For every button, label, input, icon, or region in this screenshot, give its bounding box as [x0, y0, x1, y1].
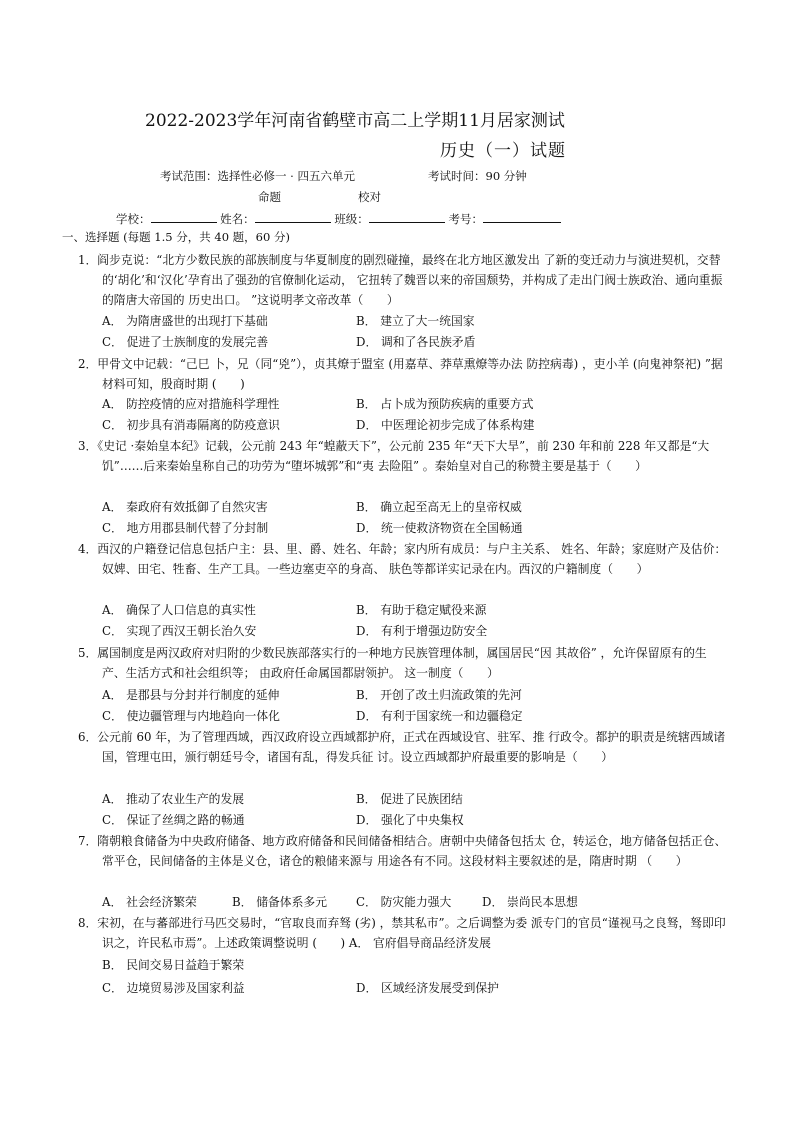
- question-3-stem: 3．《史记 ·秦始皇本纪》记载，公元前 243 年“蝗蔽天下”，公元前 235 年“天下大旱”，前 230 年和前 228 年又都是“大饥”……后来秦始皇称自己的功劳为“堕坏城郭”和“夷 去险阻” 。秦始皇对自己的称赞主要是基于（ ）: [78, 439, 710, 473]
- option[interactable]: A． 是郡县与分封并行制度的延伸: [102, 688, 280, 702]
- option[interactable]: B． 开创了改土归流政策的先河: [356, 688, 522, 702]
- question-6-options: [102, 789, 742, 831]
- option[interactable]: B． 确立起至高无上的皇帝权威: [356, 500, 522, 514]
- proposer-label: 命题: [258, 190, 281, 204]
- question-6-stem: 6．公元前 60 年，为了管理西域，西汉政府设立西域都护府，正式在西域设官、驻军、推 行政令。都护的职责是统辖西域诸国，管理屯田，颁行朝廷号令，诸国有乱，得发兵征 讨。设立西域都护府最重要的影响是（ ）: [78, 730, 726, 764]
- name-label: 姓名：: [220, 212, 255, 226]
- option[interactable]: B． 建立了大一统国家: [356, 314, 475, 328]
- question-7-stem: 7．隋朝粮食储备为中央政府储备、地方政府储备和民间储备相结合。唐朝中央储备包括太 仓，转运仓，地方储备包括正仓、常平仓，民间储备的主体是义仓，诸仓的粮储来源与 用途各有不同。这段材料主要叙述的是，隋唐时期 （ ）: [78, 834, 727, 868]
- question-5-options: [102, 685, 742, 727]
- question-8-options: [102, 955, 742, 999]
- option[interactable]: D． 有利于国家统一和边疆稳定: [356, 709, 523, 723]
- option[interactable]: C． 促进了士族制度的发展完善: [102, 335, 269, 349]
- option[interactable]: D． 崇尚民本思想: [482, 895, 578, 909]
- option[interactable]: A． 为隋唐盛世的出现打下基础: [102, 314, 268, 328]
- exam-scope: 考试范围：选择性必修一 · 四五六单元: [160, 169, 355, 183]
- exam-number-blank[interactable]: [483, 210, 561, 223]
- option[interactable]: A． 官府倡导商品经济发展: [348, 936, 491, 950]
- option[interactable]: C． 地方用郡县制代替了分封制: [102, 521, 269, 535]
- option[interactable]: B． 占卜成为预防疾病的重要方式: [356, 397, 534, 411]
- exam-subtitle: 历史（一）试题: [440, 141, 566, 161]
- exam-title: 2022-2023学年河南省鹤壁市高二上学期11月居家测试: [145, 111, 565, 131]
- option[interactable]: C． 实现了西汉王朝长治久安: [102, 624, 257, 638]
- section-heading: 一、选择题 (每题 1.5 分，共 40 题，60 分): [62, 230, 290, 244]
- option[interactable]: A． 确保了人口信息的真实性: [102, 603, 256, 617]
- school-label: 学校：: [116, 212, 151, 226]
- option[interactable]: D． 统一使救济物资在全国畅通: [356, 521, 523, 535]
- option[interactable]: D． 有利于增强边防安全: [356, 624, 488, 638]
- question-1-stem: 1．阎步克说：“北方少数民族的部族制度与华夏制度的剧烈碰撞，最终在北方地区激发出 了新的变迁动力与演进契机，交替的‘胡化’和‘汉化’孕育出了强劲的官僚制化运动， 它扭转了魏晋以来的帝国颓势，并构成了走出门阀士族政治、通向重振的隋唐大帝国的 历史出口。 ”这说明孝文帝改革（ ）: [78, 253, 723, 307]
- question-2-stem: 2．甲骨文中记载：“己巳 卜，兄（同“兇”），贞其燎于盟室 (用嘉草、莽草熏燎等办法 防控病毒) ，吏小羊 (向鬼神祭祀) ”据材料可知，殷商时期 ( ): [78, 357, 723, 391]
- question-7-options: [102, 892, 742, 913]
- option[interactable]: C． 使边疆管理与内地趋向一体化: [102, 709, 280, 723]
- student-info-line: [116, 210, 561, 227]
- question-2-options: [102, 394, 742, 436]
- question-8-stem: [78, 913, 728, 953]
- option[interactable]: A． 秦政府有效抵御了自然灾害: [102, 500, 268, 514]
- exam-number-label: 考号：: [448, 212, 483, 226]
- exam-time: 考试时间：90 分钟: [428, 169, 527, 183]
- proofreader-label: 校对: [358, 190, 381, 204]
- option[interactable]: D． 调和了各民族矛盾: [356, 335, 476, 349]
- question-4-options: [102, 600, 742, 642]
- class-blank[interactable]: [369, 210, 445, 223]
- option[interactable]: A． 社会经济繁荣: [102, 895, 197, 909]
- class-label: 班级：: [334, 212, 369, 226]
- question-3-options: [102, 497, 742, 539]
- option[interactable]: D． 强化了中央集权: [356, 813, 464, 827]
- option[interactable]: B． 储备体系多元: [232, 895, 327, 909]
- question-8-text: 8．宋初，在与蕃部进行马匹交易时，“官取良而弃驽 (劣) ，禁其私市”。之后调整为委 派专门的官员“谨视马之良驽，驽即印识之，许民私市焉”。上述政策调整说明 ( ): [78, 916, 726, 950]
- option[interactable]: A． 推动了农业生产的发展: [102, 792, 245, 806]
- option[interactable]: C． 保证了丝绸之路的畅通: [102, 813, 245, 827]
- option[interactable]: D． 中医理论初步完成了体系构建: [356, 418, 535, 432]
- option[interactable]: C． 初步具有消毒隔离的防疫意识: [102, 418, 280, 432]
- question-5-stem: 5．属国制度是两汉政府对归附的少数民族部落实行的一种地方民族管理体制，属国居民“因 其故俗” ，允许保留原有的生产、生活方式和社会组织等； 由政府任命属国都尉领护。 这一制度（ ）: [78, 646, 707, 680]
- option[interactable]: C． 边境贸易涉及国家利益: [102, 981, 245, 995]
- school-blank[interactable]: [151, 210, 217, 223]
- name-blank[interactable]: [255, 210, 331, 223]
- option[interactable]: B． 有助于稳定赋役来源: [356, 603, 487, 617]
- option[interactable]: A． 防控疫情的应对措施科学理性: [102, 397, 280, 411]
- option[interactable]: D． 区域经济发展受到保护: [356, 981, 499, 995]
- option[interactable]: B． 民间交易日益趋于繁荣: [102, 958, 245, 972]
- question-4-stem: 4．西汉的户籍登记信息包括户主：县、里、爵、姓名、年龄；家内所有成员：与户主关系、 姓名、年龄；家庭财产及估价：奴婢、田宅、牲畜、生产工具。一些边塞吏卒的身高、 肤色等都详实记录在内。西汉的户籍制度（ ）: [78, 542, 727, 576]
- question-1-options: [102, 311, 742, 353]
- option[interactable]: B． 促进了民族团结: [356, 792, 463, 806]
- option[interactable]: C． 防灾能力强大: [356, 895, 452, 909]
